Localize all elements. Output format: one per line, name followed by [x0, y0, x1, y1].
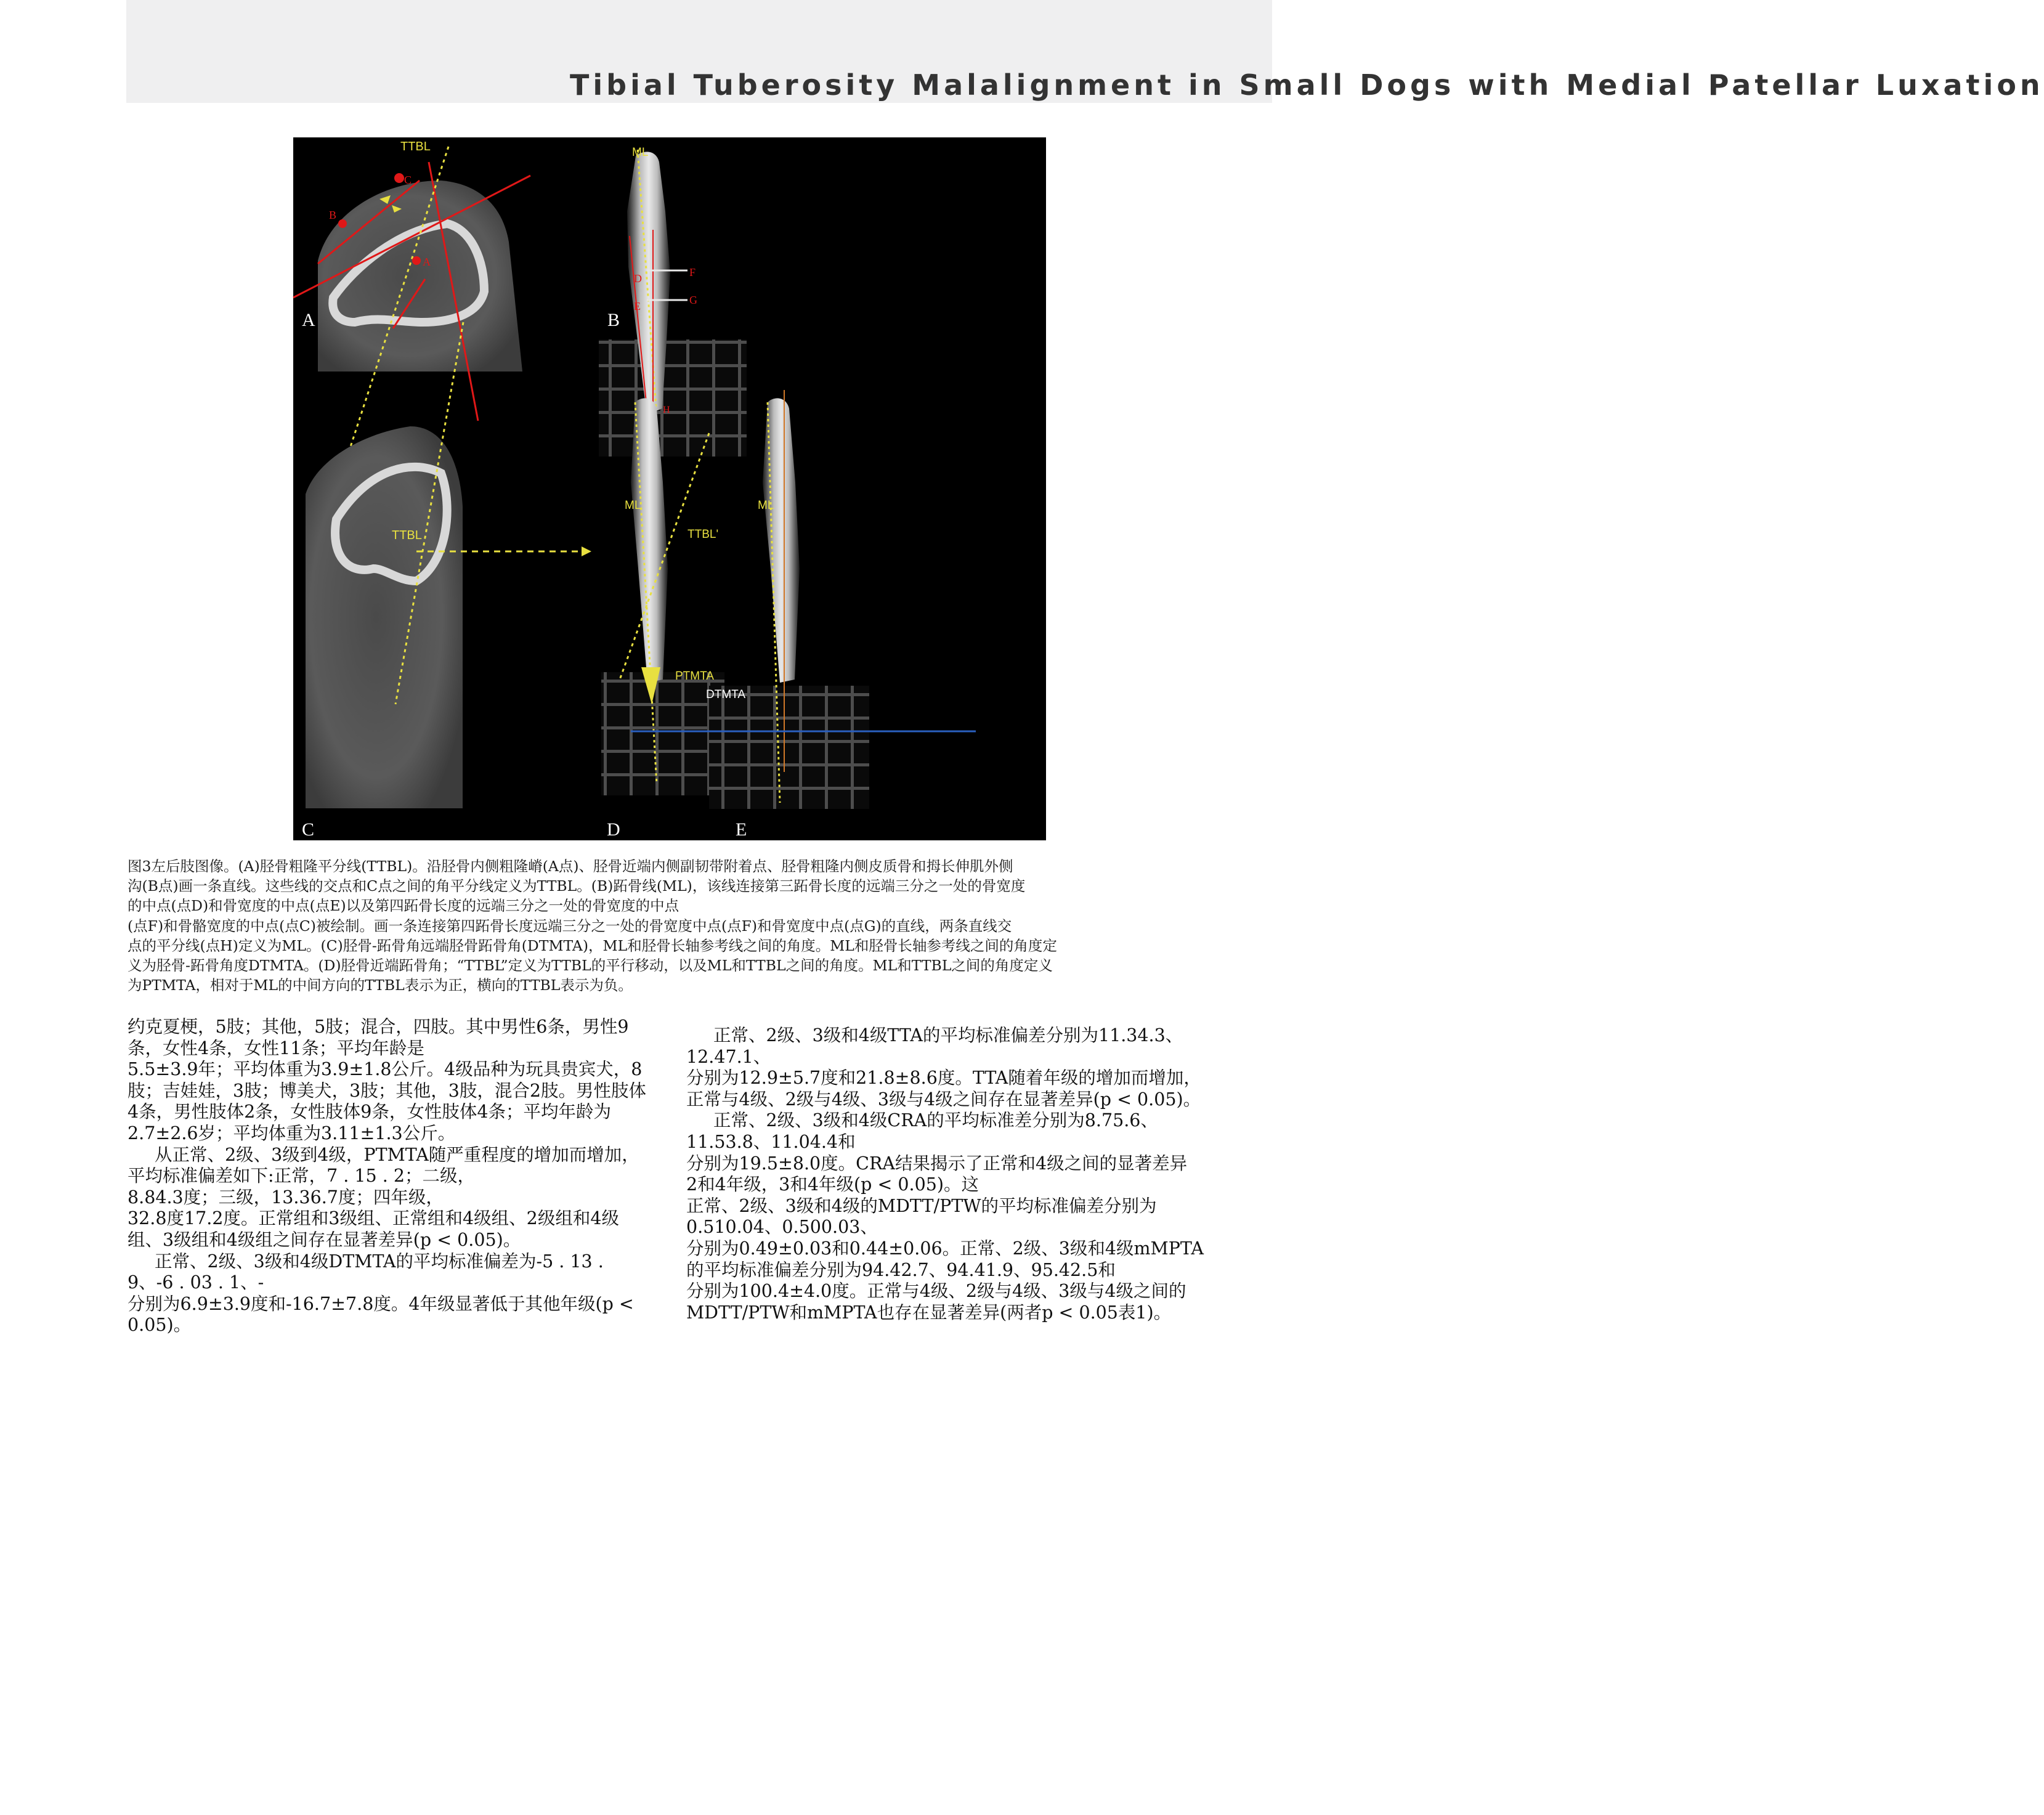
label-point-c: C	[404, 174, 412, 186]
panel-b	[599, 146, 747, 457]
body-paragraph: 从正常、2级、3级到4级，PTMTA随严重程度的增加而增加，平均标准偏差如下:正常，7 . 15 . 2；二级，	[128, 1144, 639, 1187]
caption-line: 图3左后肢图像。(A)胫骨粗隆平分线(TTBL)。沿胫骨内侧粗隆嵴(A点)、胫骨近端内侧副韧带附着点、胫骨粗隆内侧皮质骨和拇长伸肌外侧	[128, 858, 1013, 875]
caption-line: 点的平分线(点H)定义为ML。(C)胫骨-跖骨角远端胫骨跖骨角(DTMTA)，ML和胫骨长轴参考线之间的角度。ML和胫骨长轴参考线之间的角度定	[128, 936, 1057, 954]
point-a-marker	[412, 256, 421, 265]
figure-3-svg	[293, 137, 1046, 840]
panel-a	[293, 140, 530, 449]
left-column	[128, 1017, 648, 1336]
panel-e-metatarsal	[763, 398, 800, 683]
panel-d	[601, 398, 724, 840]
label-ttbl-c: TTBL	[392, 529, 422, 542]
body-paragraph: 分别为100.4±4.0度。正常与4级、2级与4级、3级与4级之间的MDTT/PTW和mMPTA也存在显著差异(两者p < 0.05表1)。	[686, 1281, 1186, 1323]
body-paragraph: 2和4年级，3和4年级(p < 0.05)。这	[686, 1174, 979, 1195]
body-paragraph: 约克夏梗，5肢；其他，5肢；混合，四肢。其中男性6条，男性9条，女性4条，女性11条；平均年龄是	[128, 1017, 629, 1058]
label-ml-d: ML	[625, 499, 641, 512]
label-point-g: G	[689, 294, 697, 306]
label-ptmta: PTMTA	[675, 670, 714, 683]
panel-label-c: C	[302, 819, 315, 840]
body-paragraph: 分别为0.49±0.03和0.44±0.06。正常、2级、3级和4级mMPTA的平均标准偏差分别为94.42.7、94.41.9、95.42.5和	[686, 1238, 1204, 1280]
caption-line: 为PTMTA，相对于ML的中间方向的TTBL表示为正，横向的TTBL表示为负。	[128, 977, 633, 994]
label-point-f: F	[689, 266, 696, 278]
label-point-h: H	[663, 405, 670, 415]
panel-c	[302, 322, 591, 840]
caption-line: 沟(B点)画一条直线。这些线的交点和C点之间的角平分线定义为TTBL。(B)跖骨线(ML)，该线连接第三跖骨长度的远端三分之一处的骨宽度	[128, 877, 1026, 895]
panel-label-b: B	[607, 310, 620, 330]
right-column	[686, 1025, 1207, 1323]
body-paragraph: 正常、2级、3级和4级DTMTA的平均标准偏差为-5 . 13 . 9、-6 . 03 . 1、-	[128, 1251, 604, 1293]
label-point-e: E	[634, 300, 641, 312]
label-point-b: B	[329, 209, 337, 221]
body-paragraph: 32.8度17.2度。正常组和3级组、正常组和4级组、2级组和4级组、3级组和4级组之间存在显著差异(p < 0.05)。	[128, 1208, 619, 1250]
panel-label-e: E	[736, 819, 747, 840]
point-b-marker	[338, 219, 347, 228]
panel-label-a: A	[302, 310, 315, 330]
body-paragraph: 8.84.3度；三级，13.36.7度；四年级，	[128, 1187, 444, 1208]
running-title: Tibial Tuberosity Malalignment in Small Dogs with Medial Patellar Luxation	[570, 68, 2044, 102]
panel-b-grid	[599, 339, 747, 457]
body-paragraph: 正常、2级、3级和4级TTA的平均标准偏差分别为11.34.3、12.47.1、	[686, 1025, 1183, 1067]
caption-line: 的中点(点D)和骨宽度的中点(点E)以及第四跖骨长度的远端三分之一处的骨宽度的中点	[128, 897, 679, 915]
caption-line: 义为胫骨-跖骨角度DTMTA。(D)胫骨近端跖骨角；“TTBL”定义为TTBL的平行移动，以及ML和TTBL之间的角度。ML和TTBL之间的角度定义	[128, 957, 1053, 975]
label-point-a: A	[423, 256, 431, 268]
label-ml-e: ML	[758, 499, 774, 512]
ttbl-transfer-arrowhead	[582, 546, 591, 556]
header-band	[126, 0, 2044, 103]
figure-caption	[128, 856, 1212, 995]
body-paragraph: 分别为6.9±3.9度和-16.7±7.8度。4年级显著低于其他年级(p < 0.05)。	[128, 1293, 634, 1336]
panel-label-d: D	[607, 819, 620, 840]
body-paragraph: 分别为19.5±8.0度。CRA结果揭示了正常和4级之间的显著差异	[686, 1153, 1188, 1174]
label-point-d: D	[634, 272, 642, 285]
label-ml-b: ML	[632, 146, 649, 159]
label-ttbl-a: TTBL	[400, 140, 431, 153]
label-dtmta: DTMTA	[706, 688, 746, 701]
label-ttbl-prime: TTBL'	[687, 528, 719, 541]
point-c-marker	[394, 173, 404, 183]
body-paragraph: 正常、2级、3级和4级的MDTT/PTW的平均标准偏差分别为0.510.04、0.500.03、	[686, 1195, 1157, 1238]
body-paragraph: 5.5±3.9年；平均体重为3.9±1.8公斤。4级品种为玩具贵宾犬，8肢；吉娃娃，3肢；博美犬，3肢；其他，3肢，混合2肢。男性肢体4条，男性肢体2条，女性肢体9条，女性肢体4条；平均年龄为2.7±2.6岁；平均体重为3.11±1.3公斤。	[128, 1059, 647, 1143]
figure-3	[293, 137, 1046, 840]
panel-e-grid	[709, 686, 869, 809]
panel-c-bone	[306, 426, 463, 808]
body-paragraph: 正常、2级、3级和4级CRA的平均标准差分别为8.75.6、11.53.8、11.04.4和	[686, 1110, 1158, 1152]
body-paragraph: 分别为12.9±5.7度和21.8±8.6度。TTA随着年级的增加而增加，正常与4级、2级与4级、3级与4级之间存在显著差异(p < 0.05)。	[686, 1068, 1201, 1110]
caption-line: (点F)和骨骼宽度的中点(点C)被绘制。画一条连接第四跖骨长度远端三分之一处的骨宽度中点(点F)和骨宽度中点(点G)的直线，两条直线交	[128, 917, 1012, 935]
